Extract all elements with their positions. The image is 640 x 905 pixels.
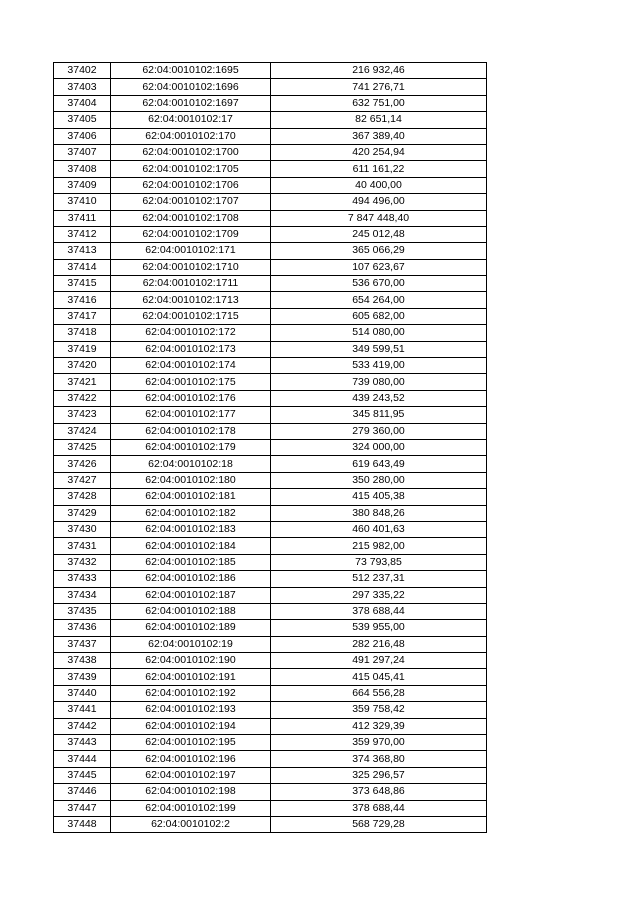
table-row <box>54 816 487 832</box>
cadastral-value-cell: 415 405,38 <box>271 489 487 505</box>
table-row <box>54 456 487 472</box>
cadastral-value-cell: 350 280,00 <box>271 472 487 488</box>
cadastral-value-cell: 514 080,00 <box>271 325 487 341</box>
cadastral-number-cell: 62:04:0010102:178 <box>111 423 271 439</box>
table-row <box>54 325 487 341</box>
row-number-cell: 37408 <box>54 161 111 177</box>
row-number-cell: 37407 <box>54 144 111 160</box>
document-page <box>53 62 486 833</box>
cadastral-value-table <box>53 62 487 833</box>
table-row <box>54 292 487 308</box>
cadastral-number-cell: 62:04:0010102:189 <box>111 620 271 636</box>
cadastral-number-cell: 62:04:0010102:1713 <box>111 292 271 308</box>
table-row <box>54 194 487 210</box>
table-row <box>54 702 487 718</box>
table-row <box>54 161 487 177</box>
table-row <box>54 259 487 275</box>
cadastral-number-cell: 62:04:0010102:176 <box>111 390 271 406</box>
cadastral-value-cell: 82 651,14 <box>271 112 487 128</box>
cadastral-number-cell: 62:04:0010102:1696 <box>111 79 271 95</box>
row-number-cell: 37411 <box>54 210 111 226</box>
row-number-cell: 37416 <box>54 292 111 308</box>
cadastral-number-cell: 62:04:0010102:199 <box>111 800 271 816</box>
cadastral-number-cell: 62:04:0010102:19 <box>111 636 271 652</box>
row-number-cell: 37432 <box>54 554 111 570</box>
row-number-cell: 37421 <box>54 374 111 390</box>
table-row <box>54 505 487 521</box>
cadastral-value-cell: 664 556,28 <box>271 685 487 701</box>
table-row <box>54 735 487 751</box>
cadastral-value-cell: 533 419,00 <box>271 358 487 374</box>
row-number-cell: 37438 <box>54 653 111 669</box>
row-number-cell: 37431 <box>54 538 111 554</box>
cadastral-number-cell: 62:04:0010102:173 <box>111 341 271 357</box>
row-number-cell: 37417 <box>54 308 111 324</box>
table-row <box>54 439 487 455</box>
cadastral-number-cell: 62:04:0010102:2 <box>111 816 271 832</box>
cadastral-number-cell: 62:04:0010102:179 <box>111 439 271 455</box>
cadastral-value-cell: 619 643,49 <box>271 456 487 472</box>
cadastral-number-cell: 62:04:0010102:1708 <box>111 210 271 226</box>
cadastral-number-cell: 62:04:0010102:192 <box>111 685 271 701</box>
table-row <box>54 63 487 79</box>
cadastral-number-cell: 62:04:0010102:1705 <box>111 161 271 177</box>
table-row <box>54 685 487 701</box>
row-number-cell: 37441 <box>54 702 111 718</box>
cadastral-value-cell: 536 670,00 <box>271 276 487 292</box>
table-row <box>54 128 487 144</box>
row-number-cell: 37447 <box>54 800 111 816</box>
cadastral-value-cell: 73 793,85 <box>271 554 487 570</box>
row-number-cell: 37413 <box>54 243 111 259</box>
table-row <box>54 79 487 95</box>
cadastral-value-cell: 420 254,94 <box>271 144 487 160</box>
table-row <box>54 472 487 488</box>
table-row <box>54 620 487 636</box>
cadastral-value-cell: 378 688,44 <box>271 603 487 619</box>
cadastral-number-cell: 62:04:0010102:195 <box>111 735 271 751</box>
cadastral-number-cell: 62:04:0010102:1706 <box>111 177 271 193</box>
row-number-cell: 37414 <box>54 259 111 275</box>
row-number-cell: 37418 <box>54 325 111 341</box>
cadastral-value-cell: 365 066,29 <box>271 243 487 259</box>
cadastral-number-cell: 62:04:0010102:1710 <box>111 259 271 275</box>
cadastral-number-cell: 62:04:0010102:186 <box>111 571 271 587</box>
cadastral-number-cell: 62:04:0010102:182 <box>111 505 271 521</box>
table-row <box>54 144 487 160</box>
table-row <box>54 554 487 570</box>
cadastral-number-cell: 62:04:0010102:188 <box>111 603 271 619</box>
cadastral-value-cell: 412 329,39 <box>271 718 487 734</box>
cadastral-value-cell: 345 811,95 <box>271 407 487 423</box>
table-row <box>54 112 487 128</box>
cadastral-number-cell: 62:04:0010102:1700 <box>111 144 271 160</box>
cadastral-number-cell: 62:04:0010102:184 <box>111 538 271 554</box>
cadastral-value-cell: 245 012,48 <box>271 226 487 242</box>
table-row <box>54 653 487 669</box>
table-row <box>54 489 487 505</box>
row-number-cell: 37419 <box>54 341 111 357</box>
cadastral-value-cell: 279 360,00 <box>271 423 487 439</box>
table-row <box>54 407 487 423</box>
cadastral-value-cell: 324 000,00 <box>271 439 487 455</box>
cadastral-value-cell: 373 648,86 <box>271 784 487 800</box>
row-number-cell: 37442 <box>54 718 111 734</box>
cadastral-value-cell: 632 751,00 <box>271 95 487 111</box>
row-number-cell: 37443 <box>54 735 111 751</box>
cadastral-value-cell: 374 368,80 <box>271 751 487 767</box>
row-number-cell: 37436 <box>54 620 111 636</box>
cadastral-number-cell: 62:04:0010102:180 <box>111 472 271 488</box>
cadastral-value-cell: 367 389,40 <box>271 128 487 144</box>
row-number-cell: 37403 <box>54 79 111 95</box>
row-number-cell: 37434 <box>54 587 111 603</box>
cadastral-number-cell: 62:04:0010102:183 <box>111 521 271 537</box>
cadastral-number-cell: 62:04:0010102:172 <box>111 325 271 341</box>
table-row <box>54 800 487 816</box>
row-number-cell: 37439 <box>54 669 111 685</box>
table-row <box>54 751 487 767</box>
table-row <box>54 276 487 292</box>
row-number-cell: 37433 <box>54 571 111 587</box>
cadastral-number-cell: 62:04:0010102:1707 <box>111 194 271 210</box>
cadastral-value-cell: 605 682,00 <box>271 308 487 324</box>
row-number-cell: 37410 <box>54 194 111 210</box>
row-number-cell: 37435 <box>54 603 111 619</box>
table-row <box>54 210 487 226</box>
cadastral-value-cell: 349 599,51 <box>271 341 487 357</box>
table-row <box>54 341 487 357</box>
table-row <box>54 767 487 783</box>
row-number-cell: 37415 <box>54 276 111 292</box>
table-row <box>54 423 487 439</box>
row-number-cell: 37425 <box>54 439 111 455</box>
cadastral-value-cell: 325 296,57 <box>271 767 487 783</box>
table-body <box>54 63 487 833</box>
table-row <box>54 243 487 259</box>
row-number-cell: 37412 <box>54 226 111 242</box>
cadastral-value-cell: 654 264,00 <box>271 292 487 308</box>
row-number-cell: 37420 <box>54 358 111 374</box>
table-row <box>54 587 487 603</box>
table-row <box>54 226 487 242</box>
cadastral-number-cell: 62:04:0010102:193 <box>111 702 271 718</box>
cadastral-number-cell: 62:04:0010102:1709 <box>111 226 271 242</box>
row-number-cell: 37437 <box>54 636 111 652</box>
table-row <box>54 177 487 193</box>
row-number-cell: 37405 <box>54 112 111 128</box>
cadastral-value-cell: 491 297,24 <box>271 653 487 669</box>
cadastral-number-cell: 62:04:0010102:171 <box>111 243 271 259</box>
table-row <box>54 374 487 390</box>
cadastral-value-cell: 494 496,00 <box>271 194 487 210</box>
cadastral-value-cell: 741 276,71 <box>271 79 487 95</box>
cadastral-value-cell: 460 401,63 <box>271 521 487 537</box>
row-number-cell: 37445 <box>54 767 111 783</box>
cadastral-number-cell: 62:04:0010102:18 <box>111 456 271 472</box>
cadastral-number-cell: 62:04:0010102:187 <box>111 587 271 603</box>
row-number-cell: 37446 <box>54 784 111 800</box>
cadastral-value-cell: 378 688,44 <box>271 800 487 816</box>
cadastral-value-cell: 297 335,22 <box>271 587 487 603</box>
table-row <box>54 538 487 554</box>
table-row <box>54 308 487 324</box>
cadastral-number-cell: 62:04:0010102:181 <box>111 489 271 505</box>
cadastral-value-cell: 512 237,31 <box>271 571 487 587</box>
cadastral-number-cell: 62:04:0010102:198 <box>111 784 271 800</box>
table-row <box>54 571 487 587</box>
cadastral-value-cell: 739 080,00 <box>271 374 487 390</box>
table-row <box>54 358 487 374</box>
cadastral-value-cell: 107 623,67 <box>271 259 487 275</box>
cadastral-number-cell: 62:04:0010102:174 <box>111 358 271 374</box>
cadastral-number-cell: 62:04:0010102:196 <box>111 751 271 767</box>
row-number-cell: 37404 <box>54 95 111 111</box>
table-row <box>54 390 487 406</box>
row-number-cell: 37428 <box>54 489 111 505</box>
cadastral-value-cell: 7 847 448,40 <box>271 210 487 226</box>
cadastral-number-cell: 62:04:0010102:194 <box>111 718 271 734</box>
cadastral-value-cell: 282 216,48 <box>271 636 487 652</box>
cadastral-value-cell: 216 932,46 <box>271 63 487 79</box>
table-row <box>54 718 487 734</box>
cadastral-value-cell: 215 982,00 <box>271 538 487 554</box>
cadastral-value-cell: 380 848,26 <box>271 505 487 521</box>
table-row <box>54 95 487 111</box>
cadastral-value-cell: 359 758,42 <box>271 702 487 718</box>
row-number-cell: 37448 <box>54 816 111 832</box>
cadastral-number-cell: 62:04:0010102:1715 <box>111 308 271 324</box>
cadastral-number-cell: 62:04:0010102:170 <box>111 128 271 144</box>
cadastral-value-cell: 611 161,22 <box>271 161 487 177</box>
cadastral-number-cell: 62:04:0010102:1697 <box>111 95 271 111</box>
cadastral-value-cell: 415 045,41 <box>271 669 487 685</box>
table-row <box>54 636 487 652</box>
table-row <box>54 521 487 537</box>
row-number-cell: 37430 <box>54 521 111 537</box>
row-number-cell: 37426 <box>54 456 111 472</box>
row-number-cell: 37406 <box>54 128 111 144</box>
row-number-cell: 37429 <box>54 505 111 521</box>
cadastral-number-cell: 62:04:0010102:197 <box>111 767 271 783</box>
cadastral-value-cell: 439 243,52 <box>271 390 487 406</box>
row-number-cell: 37423 <box>54 407 111 423</box>
cadastral-number-cell: 62:04:0010102:1711 <box>111 276 271 292</box>
cadastral-value-cell: 568 729,28 <box>271 816 487 832</box>
cadastral-number-cell: 62:04:0010102:17 <box>111 112 271 128</box>
cadastral-number-cell: 62:04:0010102:191 <box>111 669 271 685</box>
cadastral-value-cell: 40 400,00 <box>271 177 487 193</box>
cadastral-number-cell: 62:04:0010102:185 <box>111 554 271 570</box>
cadastral-number-cell: 62:04:0010102:190 <box>111 653 271 669</box>
row-number-cell: 37409 <box>54 177 111 193</box>
cadastral-number-cell: 62:04:0010102:1695 <box>111 63 271 79</box>
row-number-cell: 37427 <box>54 472 111 488</box>
cadastral-value-cell: 359 970,00 <box>271 735 487 751</box>
cadastral-number-cell: 62:04:0010102:175 <box>111 374 271 390</box>
row-number-cell: 37440 <box>54 685 111 701</box>
cadastral-number-cell: 62:04:0010102:177 <box>111 407 271 423</box>
row-number-cell: 37424 <box>54 423 111 439</box>
table-row <box>54 784 487 800</box>
row-number-cell: 37402 <box>54 63 111 79</box>
table-row <box>54 603 487 619</box>
table-row <box>54 669 487 685</box>
row-number-cell: 37444 <box>54 751 111 767</box>
row-number-cell: 37422 <box>54 390 111 406</box>
cadastral-value-cell: 539 955,00 <box>271 620 487 636</box>
